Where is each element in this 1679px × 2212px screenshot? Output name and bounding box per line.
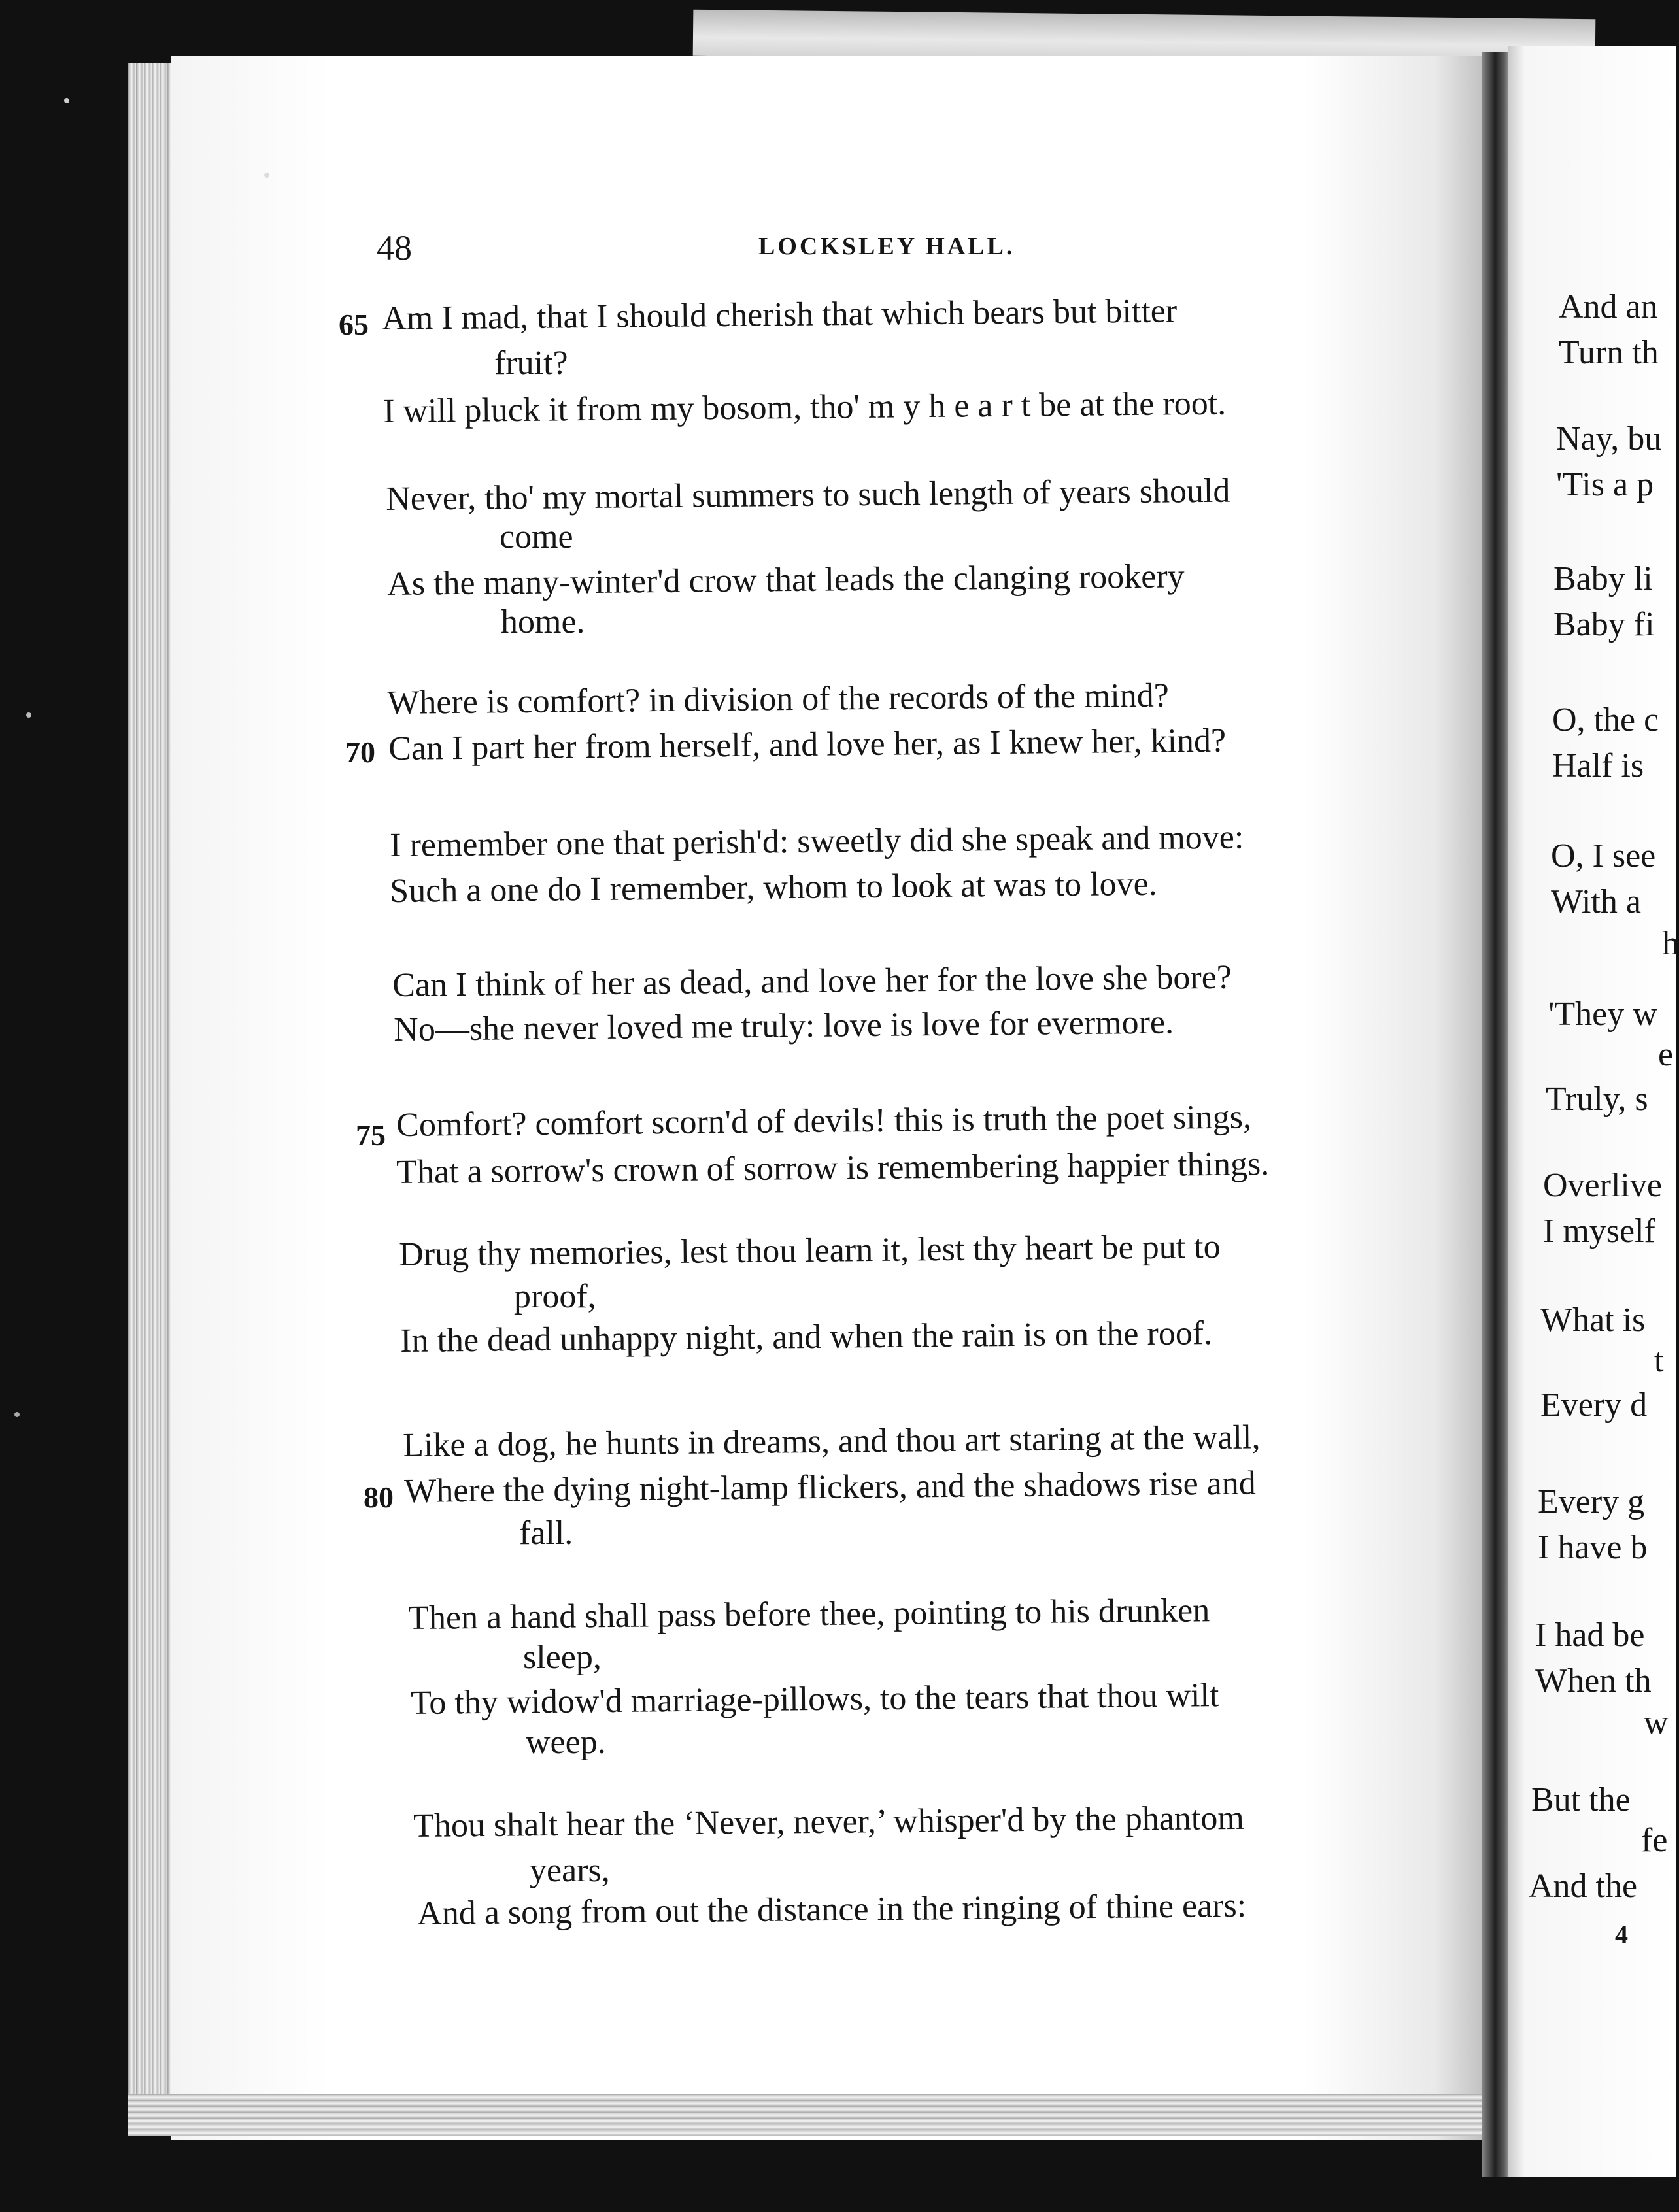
scan-speck bbox=[14, 1412, 20, 1417]
right-page-line: O, the c bbox=[1552, 701, 1659, 739]
poem-line-continuation: fruit? bbox=[494, 344, 568, 382]
poem-line: Drug thy memories, lest thou learn it, lest thy heart be put to bbox=[398, 1228, 1221, 1273]
line-number: 75 bbox=[356, 1118, 386, 1152]
right-page-line: 'They w bbox=[1548, 996, 1657, 1033]
right-page-line: What is bbox=[1540, 1301, 1646, 1339]
poem-line: Thou shalt hear the ‘Never, never,’ whisper'd by the phantom bbox=[413, 1799, 1245, 1845]
signature-mark: 4 bbox=[1615, 1920, 1628, 1949]
right-page-line: With a bbox=[1551, 883, 1641, 920]
line-number: 70 bbox=[345, 735, 375, 769]
poem-line-continuation: weep. bbox=[526, 1724, 606, 1761]
right-page-line-continuation: e bbox=[1658, 1036, 1674, 1073]
poem-line: In the dead unhappy night, and when the rain is on the roof. bbox=[399, 1315, 1213, 1360]
poem-line: Where the dying night-lamp flickers, and the shadows rise and bbox=[403, 1464, 1256, 1510]
right-page-line: I myself bbox=[1543, 1213, 1655, 1250]
poem-line: Where is comfort? in division of the records of the mind? bbox=[386, 677, 1170, 722]
right-page-line: And the bbox=[1529, 1868, 1638, 1905]
poem-line: As the many-winter'd crow that leads the clanging rookery bbox=[386, 558, 1185, 603]
right-page-line: Truly, s bbox=[1546, 1081, 1648, 1118]
poem-line: Comfort? comfort scorn'd of devils! this is truth the poet sings, bbox=[396, 1098, 1252, 1144]
right-page-line: Baby fi bbox=[1553, 606, 1655, 643]
line-number: 65 bbox=[339, 308, 369, 341]
poem-line: Am I mad, that I should cherish that which bears but bitter bbox=[381, 292, 1178, 337]
right-page-line: Baby li bbox=[1553, 560, 1653, 597]
poem-line: Can I think of her as dead, and love her for the love she bore? bbox=[392, 958, 1232, 1004]
scan-speck bbox=[26, 712, 31, 718]
page-number: 48 bbox=[377, 228, 412, 267]
right-page-line-continuation: w bbox=[1644, 1704, 1669, 1741]
poem-line: Such a one do I remember, whom to look at was to love. bbox=[389, 865, 1157, 910]
page-bottom-edge bbox=[128, 2094, 1495, 2136]
poem-line: Can I part her from herself, and love her, as I knew her, kind? bbox=[388, 722, 1227, 767]
poem-line: I remember one that perish'd: sweetly did she speak and move: bbox=[389, 818, 1244, 864]
poem-line: Then a hand shall pass before thee, pointing to his drunken bbox=[407, 1592, 1210, 1637]
scan-speck bbox=[64, 98, 69, 103]
poem-line-continuation: sleep, bbox=[523, 1639, 602, 1676]
right-page-line-continuation: fe bbox=[1641, 1822, 1668, 1859]
right-page-line: Overlive bbox=[1543, 1167, 1662, 1204]
poem-line: To thy widow'd marriage-pillows, to the tears that thou wilt bbox=[410, 1677, 1219, 1722]
right-page-line: 'Tis a p bbox=[1556, 466, 1654, 503]
right-page-line: When th bbox=[1535, 1662, 1652, 1700]
right-page-line: And an bbox=[1559, 288, 1658, 326]
poem-line: Like a dog, he hunts in dreams, and thou art staring at the wall, bbox=[402, 1418, 1261, 1464]
poem-line: I will pluck it from my bosom, tho' m y h e a r t be at the root. bbox=[382, 384, 1227, 430]
poem-line: That a sorrow's crown of sorrow is remembering happier things. bbox=[396, 1145, 1270, 1191]
right-page-line: O, I see bbox=[1551, 837, 1656, 875]
running-title: LOCKSLEY HALL. bbox=[758, 233, 1015, 260]
right-page-line: Half is bbox=[1552, 747, 1644, 784]
poem-line: And a song from out the distance in the ringing of thine ears: bbox=[416, 1886, 1247, 1932]
right-page-line: Every d bbox=[1540, 1386, 1648, 1424]
right-page-line: Nay, bu bbox=[1556, 420, 1662, 458]
right-page-line: But the bbox=[1531, 1781, 1631, 1818]
poem-line-continuation: years, bbox=[530, 1852, 610, 1889]
poem-line: No—she never loved me truly: love is love for evermore. bbox=[393, 1003, 1174, 1048]
poem-line-continuation: come bbox=[500, 518, 573, 556]
poem-line-continuation: fall. bbox=[519, 1515, 573, 1552]
right-page-line: Turn th bbox=[1559, 334, 1659, 371]
right-page-line: I had be bbox=[1535, 1617, 1645, 1654]
right-page-line-continuation: t bbox=[1654, 1342, 1664, 1379]
line-number: 80 bbox=[364, 1481, 394, 1514]
scan-speck bbox=[264, 173, 269, 178]
poem-line: Never, tho' my mortal summers to such length of years should bbox=[385, 472, 1230, 518]
right-page-line: I have b bbox=[1538, 1529, 1648, 1566]
right-page-line-continuation: h bbox=[1662, 925, 1679, 962]
right-page-line: Every g bbox=[1538, 1483, 1645, 1520]
poem-line-continuation: home. bbox=[501, 603, 585, 641]
poem-line-continuation: proof, bbox=[514, 1278, 596, 1315]
